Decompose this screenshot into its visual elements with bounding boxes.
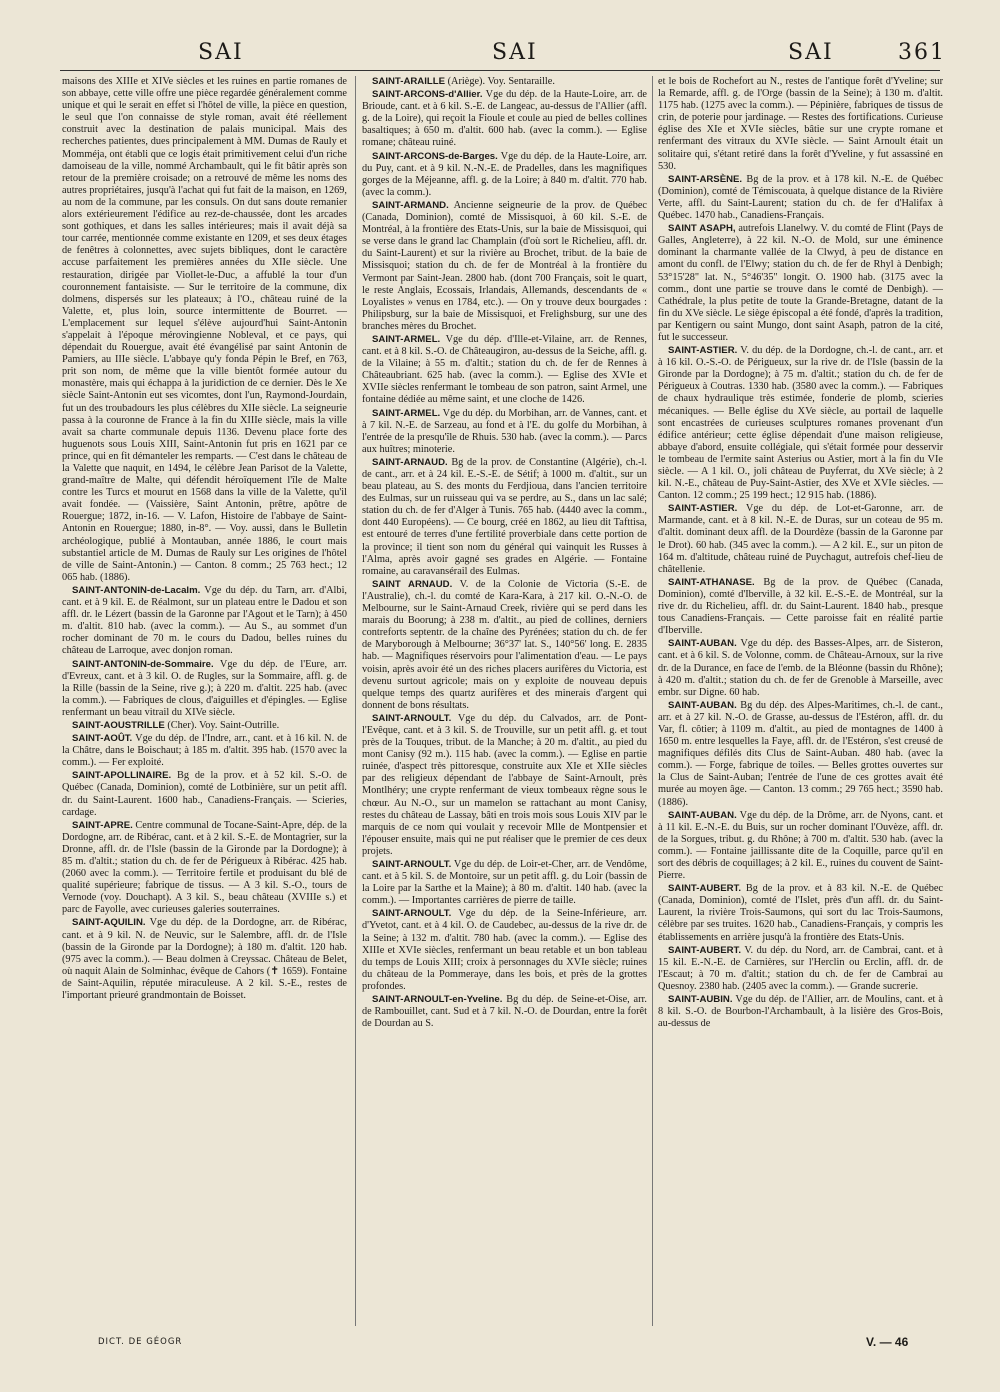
entry-headword: SAINT-ASTIER. bbox=[668, 503, 738, 515]
entry-text: Vge du dép. de Lot-et-Garonne, arr. de Marmande, cant. et à 8 kil. N.-E. de Duras, sur un coteau de 95 m. d'altit. dominant deux affl. de la Dourdèze (bassin de la Garonne par le Drot). 60 hab. (345 avec la comm.). — A 2 kil. E., sur un piton de 164 m. d'altitude, château ruiné de Puychagut, autrefois chef-lieu de châtellenie. bbox=[658, 503, 943, 575]
dictionary-entry bbox=[658, 810, 943, 883]
column-divider bbox=[652, 76, 653, 1326]
page-footer bbox=[0, 1335, 1000, 1357]
dictionary-entry bbox=[362, 151, 647, 199]
entry-text: Vge du dép. de la Haute-Loire, arr. de Brioude, cant. et à 6 kil. S.-E. de Langeac, au-dessus de l'Allier (affl. g. de la Loire), qui reçoit la Fioule et coule au pied de belles collines basaltiques; à 650 m. d'altit. 600 hab. (avec la comm.). — Eglise romane; château ruiné. bbox=[362, 89, 647, 149]
dictionary-entry bbox=[62, 659, 347, 719]
entry-text: Vge du dép. d'Ille-et-Vilaine, arr. de Rennes, cant. et à 8 kil. S.-O. de Châteaugiron, au-dessus de la Seiche, affl. g. de la Vilaine; à 55 m. d'altit.; station du ch. de fer de Rennes à Châteaubriant. 625 hab. (avec la comm.). — Eglise des XVIe et XVIIe siècles renfermant le tombeau de son patron, saint Armel, une fontaine dédiée au même saint, et une cloche de 1426. bbox=[362, 333, 647, 406]
entry-text: (Cher). Voy. Saint-Outrille. bbox=[167, 719, 280, 731]
entry-headword: SAINT-ARNOULT-en-Yveline. bbox=[372, 994, 503, 1006]
entry-text: Vge du dép. de la Drôme, arr. de Nyons, cant. et à 11 kil. E.-N.-E. du Buis, sur un rocher dominant l'Ouvèze, affl. dr. de la Sorgues, tribut. g. du Rhône; à 700 m. d'altit. 530 hab. (avec la comm.). — Fontaine jaillissante dite de la Coquille, parce qu'il en sort des débris de coquillages; à 2 kil. E., ruines du couvent de Saint-Pierre. bbox=[658, 809, 943, 882]
dictionary-entry bbox=[362, 859, 647, 907]
entry-headword: SAINT-AUBAN. bbox=[668, 638, 737, 650]
dictionary-entry bbox=[62, 720, 347, 732]
entry-headword: SAINT-AUBAN. bbox=[668, 699, 737, 711]
entry-text: Vge du dép. des Basses-Alpes, arr. de Sisteron, cant. et à 6 kil. S. de Volonne, comm. de Château-Arnoux, sur la rive dr. de la Durance, en face de l'emb. de la Bléonne (bassin du Rhône); à 420 m. d'altit.; station du ch. de fer de Grenoble à Marseille, avec embr. sur Digne. 60 hab. bbox=[658, 638, 943, 698]
entry-text: et le bois de Rochefort au N., restes de l'antique forêt d'Yveline; sur la Remarde, affl. g. de l'Orge (bassin de la Seine); à 130 m. d'altit. 1175 hab. (1275 avec la comm.). — Pépinière, fabriques de tissus de crin, de poterie pour jardinage. — Restes des fortifications. Curieuse église des XIe et XVIe siècles, bâtie sur une crypte romane et renfermant des vitraux du XVIe siècle. — Saint Arnoult était un solitaire qui, s'étant retiré dans la forêt d'Yveline, y fut assassiné en 530. bbox=[658, 76, 943, 172]
column-divider bbox=[355, 76, 356, 1326]
dictionary-entry bbox=[362, 908, 647, 993]
dictionary-entry bbox=[62, 917, 347, 1002]
entry-text: Bg du dép. de Seine-et-Oise, arr. de Rambouillet, cant. Sud et à 7 kil. N.-O. de Dourdan, entre la forêt de Dourdan au S. bbox=[362, 994, 647, 1030]
entry-headword: SAINT-ARCONS-d'Allier. bbox=[372, 89, 483, 101]
entry-text: Centre communal de Tocane-Saint-Apre, dép. de la Dordogne, arr. de Ribérac, cant. et à 2 kil. S.-E. de Montagrier, sur la Dronne, affl. dr. de l'Isle (bassin de la Gironde par la Dordogne); à 85 m. d'altit.; station du ch. de fer de Périgueux à Ribérac. 425 hab. (2060 avec la comm.). — Territoire fertile et produisant du blé de qualité supérieure; fabrique de tissus. — A 3 kil. S.-O., tours de Vernode (voy. Douchapt). A 3 kil. S., beau château (XVIIIe s.) et parc de Fayolle, avec curieuses galeries souterraines. bbox=[62, 819, 347, 916]
entry-headword: SAINT-ANTONIN-de-Sommaire. bbox=[72, 658, 214, 670]
dictionary-entry bbox=[658, 174, 943, 222]
entry-headword: SAINT-AUBIN. bbox=[668, 994, 733, 1006]
entry-text: (Ariège). Voy. Sentaraille. bbox=[447, 76, 555, 87]
dictionary-entry bbox=[362, 408, 647, 456]
dictionary-entry bbox=[62, 770, 347, 818]
entry-headword: SAINT-ASTIER. bbox=[668, 345, 738, 357]
page-number: 361 bbox=[898, 40, 946, 65]
header-rule bbox=[60, 70, 940, 71]
entry-headword: SAINT-ANTONIN-de-Lacalm. bbox=[72, 584, 201, 596]
dictionary-entry bbox=[362, 76, 647, 88]
entry-text: Ancienne seigneurie de la prov. de Québec (Canada, Dominion), comté de Missisquoi, à 60 kil. S.-E. de Montréal, à la frontière des Etats-Unis, sur la baie de Missisquoi, qui se verse dans le grand lac Champlain (d'où sort le Richelieu, affl. dr. du Saint-Laurent) et sur la rivière au Brochet, tribut. de la baie de Missisquoi; station du ch. de fer de Montréal à la frontière du Vermont par Saint-Jean. 2800 hab. (dont 700 Français, soit le quart, le reste Anglais, Ecossais, Irlandais, Allemands, descendants de « Loyalistes » venus en 1784, etc.). — On y trouve deux bourgades : Philipsburg, sur la baie de Missisquoi, et Frelighsburg, sur une des branches mères du Brochet. bbox=[362, 199, 647, 332]
entry-headword: SAINT-ARSÈNE. bbox=[668, 173, 743, 185]
entry-text: Vge du dép. de l'Eure, arr. d'Evreux, cant. et à 3 kil. O. de Rugles, sur la Sommaire, affl. g. de la Rille (bassin de la Seine, rive g.); à 220 m. d'altit. 225 hab. (avec la comm.). — Fabriques de clous, d'aiguilles et d'épingles. — Eglise renfermant un beau vitrail du XIVe siècle. bbox=[62, 658, 347, 718]
entry-headword: SAINT-APRE. bbox=[72, 819, 133, 831]
entry-headword: SAINT-ARAILLE bbox=[372, 76, 446, 87]
column-1 bbox=[62, 76, 347, 1326]
dictionary-entry bbox=[658, 883, 943, 943]
dictionary-entry bbox=[62, 585, 347, 658]
dictionary-entry bbox=[362, 89, 647, 149]
entry-text: Vge du dép. du Tarn, arr. d'Albi, cant. et à 9 kil. E. de Réalmont, sur un plateau entre le Dadou et son affl. dr. le Lézert (bassin de la Garonne par l'Agout et le Tarn); à 450 m. d'altit. 810 hab. (avec la comm.). — Au S., au sommet d'un rocher dominant de 70 m. le cours du Dadou, belles ruines du château de Larroque, avec donjon roman. bbox=[62, 584, 347, 657]
entry-headword: SAINT-AOÛT. bbox=[72, 733, 133, 745]
entry-text: Vge du dép. de l'Allier, arr. de Moulins, cant. et à 8 kil. S.-O. de Bourbon-l'Archambault, à la lisière des Gros-Bois, au-dessus de bbox=[658, 994, 943, 1030]
entry-headword: SAINT-APOLLINAIRE. bbox=[72, 770, 172, 782]
dictionary-entry bbox=[362, 579, 647, 712]
entry-text: Bg de la prov. de Québec (Canada, Dominion), comté d'Iberville, à 32 kil. E.-S.-E. de Montréal, sur la rive dr. du Richelieu, affl. dr. du Saint-Laurent. 1840 hab., presque tous Canadiens-Français. — Cette paroisse fait en réalité partie d'Iberville. bbox=[658, 576, 943, 637]
entry-text: Vge du dép. de la Dordogne, arr. de Ribérac, cant. et à 9 kil. N. de Neuvic, sur le Salembre, affl. dr. de l'Isle (bassin de la Gironde par la Dordogne); à 180 m. d'altit. 120 hab. (975 avec la comm.). — Beau dolmen à Creyssac. Château de Belet, où naquit Alain de Solminhac, évêque de Cahors (✝ 1659). Fontaine de Saint-Aquilin, réputée miraculeuse. A 2 kil. S.-E., restes de l'important prieuré grandmontain de Boisset. bbox=[62, 917, 347, 1002]
dictionary-entry bbox=[362, 994, 647, 1030]
entry-headword: SAINT-ARNOULT. bbox=[372, 859, 452, 870]
dictionary-entry bbox=[62, 76, 347, 584]
dictionary-entry bbox=[362, 713, 647, 858]
entry-headword: SAINT-ARNAUD. bbox=[372, 456, 448, 468]
column-3 bbox=[658, 76, 943, 1326]
dictionary-entry bbox=[658, 503, 943, 576]
entry-headword: SAINT-ARMEL. bbox=[372, 333, 441, 345]
entry-headword: SAINT-ARCONS-de-Barges. bbox=[372, 150, 498, 162]
footer-signature: DICT. DE GÉOGR bbox=[98, 1337, 183, 1347]
header-left: SAI bbox=[198, 40, 244, 65]
entry-headword: SAINT ASAPH, bbox=[668, 223, 736, 235]
entry-text: Vge du dép. de Loir-et-Cher, arr. de Vendôme, cant. et à 5 kil. S. de Montoire, sur un petit affl. g. du Loir (bassin de la Loire par la Sarthe et la Maine); à 80 m. d'altit. 140 hab. (avec la comm.). — Importantes carrières de pierre de taille. bbox=[362, 859, 647, 907]
entry-headword: SAINT-AUBERT. bbox=[668, 944, 742, 956]
footer-sheet-mark: V. — 46 bbox=[866, 1335, 909, 1349]
entry-text: maisons des XIIIe et XIVe siècles et les ruines en partie romanes de son abbaye, cette ville offre une pièce regardée généralement comme unique et qui le serait en effet si l'hôtel de ville, la pièce en question, le seul que l'on connaisse de style roman, avait été réellement construit avec la destination de palais municipal. Mais des recherches patientes, dues principalement à MM. Dumas de Rauly et Momméja, ont établi que ce logis était primitivement celui d'un riche damoiseau de la ville, nommé Archambault, qui le fit bâtir après son retour de la première croisade; on a retrouvé de même les noms des autres propriétaires, jusqu'à l'achat qui fut fait de la maison, en 1269, au nom de la commune, par les consuls. On dut sans doute remanier alors extérieurement l'édifice au rez-de-chaussée, dont les arcades sont gothiques, et dans les salles intérieures; mais il avait déjà sa tour carrée, mentionnée comme existante en 1209, et ses deux étages de fenêtres à colonnettes, avec sujets bibliques, dont le caractère accuse parfaitement les premières années du XIIe siècle. Une restauration, dirigée par Viollet-le-Duc, a affublé la tour d'un couronnement fantaisiste. — Sur le territoire de la commune, dix dolmens, dispersés sur les plateaux; à l'O., château ruiné de la Valette, et, plus loin, source intermittente de Bourret. — L'emplacement sur lequel s'élève aujourd'hui Saint-Antonin s'appelait à l'époque mérovingienne Nobleval, et ce pays, qui dépendait du Rouergue, avait été évangélisé par saint Antonin de Pamiers, au IIIe siècle. L'abbaye qu'y fonda Pépin le Bref, en 763, prit son nom, de même que la ville bientôt formée autour du monastère, mais qui échappa à la juridiction de ce dernier. Dès le Xe siècle Saint-Antonin eut ses vicomtes, dont l'un, Raymond-Jourdain, fut un des troubadours les plus célèbres du XIIe siècle. La seigneurie passa à la couronne de France à la fin du XIIIe siècle, mais la ville avait sa charte communale depuis 1136. Devenu place forte des huguenots sous Louis XIII, Saint-Antonin fut pris en 1621 par ce prince, qui en fit démanteler les remparts. — C'est dans le château de la Valette que naquit, en 1494, le célèbre Jean Parisot de la Valette, grand-maître de Malte, qui défendit héroïquement l'île de Malte contre les Turcs et mourut en 1568 dans la ville de la Valette, qu'il avait fondée. — (Vaissière, Saint Antonin, prêtre, apôtre de Rouergue; 1872, in-16. — V. Lafon, Histoire de l'abbaye de Saint-Antonin en Rouergue; 1880, in-8°. — Voy. aussi, dans le Bulletin archéologique, publié à Montauban, année 1886, le court mais substantiel article de M. Dumas de Rauly sur Les origines de l'hôtel de ville de Saint-Antonin.) — Canton. 8 comm.; 25 763 hect.; 12 065 hab. (1886). bbox=[62, 76, 347, 583]
entry-headword: SAINT ARNAUD. bbox=[372, 578, 453, 590]
column-2 bbox=[362, 76, 647, 1326]
entry-headword: SAINT-AUBAN. bbox=[668, 809, 737, 821]
entry-text: Bg de la prov. et à 52 kil. S.-O. de Québec (Canada, Dominion), comté de Lotbinière, sur un petit affl. dr. du Saint-Laurent. 1600 hab., Canadiens-Français. — Scieries, cardage. bbox=[62, 770, 347, 818]
entry-headword: SAINT-ARMEL. bbox=[372, 407, 441, 419]
entry-text: Vge du dép. du Morbihan, arr. de Vannes, cant. et à 7 kil. N.-E. de Sarzeau, au fond et à l'E. du golfe du Morbihan, à l'entrée de la presqu'île de Rhuis. 530 hab. (avec la comm.). — Parcs aux huîtres; minoterie. bbox=[362, 407, 647, 455]
header-center: SAI bbox=[492, 40, 538, 65]
entry-text: Bg de la prov. et à 178 kil. N.-E. de Québec (Dominion), comté de Témiscouata, à quelque distance de la Rivière Verte, affl. du Saint-Laurent; station du ch. de fer d'Halifax à Québec. 1470 hab., Canadiens-Français. bbox=[658, 173, 943, 222]
dictionary-entry bbox=[658, 223, 943, 344]
entry-headword: SAINT-ARNOULT. bbox=[372, 712, 452, 724]
entry-text: V. du dép. de la Dordogne, ch.-l. de cant., arr. et à 16 kil. O.-S.-O. de Périgueux, sur la rive dr. de l'Isle (bassin de la Gironde par la Dordogne); à 75 m. d'altit.; station du ch. de fer de Périgueux à Coutras. 1330 hab. (3580 avec la comm.). — Fabriques de chaux hydraulique très estimée, fonderie de plomb, scieries mécaniques. — Belle église du XVe siècle, au portail de laquelle sont encastrées de curieuses sculptures romanes provenant d'un édifice antérieur; cette église dépendait d'une maison religieuse, abbaye d'abord, ensuite collégiale, qui s'était formée pour desservir le tombeau de l'ermite saint Asterius ou Astier, mort à la fin du VIe siècle. — A 1 kil. O., joli château de Puyferrat, du XVe siècle; à 2 kil. N.-E., château de Puy-Saint-Astier, des XVe et XVIe siècles. — Canton. 12 comm.; 25 199 hect.; 12 915 hab. (1886). bbox=[658, 345, 943, 502]
dictionary-entry bbox=[62, 733, 347, 769]
entry-headword: SAINT-ARNOULT. bbox=[372, 908, 452, 920]
entry-text: Bg du dép. des Alpes-Maritimes, ch.-l. de cant., arr. et à 27 kil. N.-O. de Grasse, au-dessus de l'Estéron, affl. dr. du Var, fl. côtier; à 1109 m. d'altit., au pied de montagnes de 1400 à 1650 m. entre lesquelles la Faye, affl. dr. de l'Estéron, s'est creusé de magnifiques défilés dits Clus de Saint-Auban. 480 hab. (avec la comm.). — Forge, fabrique de toiles. — Belles grottes ouvertes sur la Clus de Saint-Auban; l'entrée de l'une de ces grottes avait été murée au moyen âge. — Canton. 13 comm.; 29 765 hect.; 3590 hab. (1886). bbox=[658, 699, 943, 808]
entry-text: V. de la Colonie de Victoria (S.-E. de l'Australie), ch.-l. du comté de Kara-Kara, à 217 kil. O.-N.-O. de Melbourne, sur le Saint-Arnaud Creek, rivière qui se perd dans les marais du Boorung; à 238 m. d'altit., au pied de collines, derniers contreforts septentr. de la chaîne des Pyrénées; station du ch. de fer de Maryborough à Melbourne; 36°37' lat. S., 140°56' long. E. 2835 hab. — Magnifiques réservoirs pour l'alimentation d'eau. — Le pays voisin, après avoir été un des riches placers aurifères du Victoria, est devenu surtout agricole; mais on y exploite de nouveau depuis quelque temps des quartz aurifères et des minerais d'argent qui donnent de bons résultats. bbox=[362, 578, 647, 711]
dictionary-entry bbox=[658, 945, 943, 993]
entry-headword: SAINT-AOUSTRILLE bbox=[72, 719, 165, 731]
dictionary-entry bbox=[362, 334, 647, 407]
dictionary-entry bbox=[658, 700, 943, 809]
entry-text: Vge du dép. de l'Indre, arr., cant. et à 16 kil. N. de la Châtre, dans le Boischaut; à 185 m. d'altit. 395 hab. (1570 avec la comm.). — Fer exploité. bbox=[62, 733, 347, 769]
entry-text: Bg de la prov. de Constantine (Algérie), ch.-l. de cant., arr. et à 24 kil. E.-S.-E. de Sétif; à 1000 m. d'altit., sur un beau plateau, au S. des monts du Ferdjioua, dans l'ancien territoire des Eulmas, sur un ruisseau qui va se perdre, au S., dans un lac salé; station du ch. de fer d'Alger à Tunis. 765 hab. (4440 avec la comm., dont 440 Européens). — Ce bourg, créé en 1862, au lieu dit Tafttisa, est entouré de terres d'une fertilité proverbiale dans cette portion de la province; il tient son nom du général qui vainquit les Russes à l'Alma, après avoir gagné ses grades en Algérie. — Fontaine romaine, au caravansérail des Eulmas. bbox=[362, 456, 647, 577]
entry-headword: SAINT-ATHANASE. bbox=[668, 576, 755, 588]
entry-text: Bg de la prov. et à 83 kil. N.-E. de Québec (Canada, Dominion), comté de l'Islet, près d'un affl. dr. du Saint-Laurent, la rivière Trois-Saumons, qui sort du lac Trois-Saumons, célèbre par ses truites. 1620 hab., Canadiens-Français, y compris les établissements en arrière jusqu'à la frontière des Etats-Unis. bbox=[658, 883, 943, 943]
entry-text: V. du dép. du Nord, arr. de Cambrai, cant. et à 15 kil. E.-N.-E. de Carnières, sur l'Herclin ou Erclin, affl. dr. de l'Escaut; à 70 m. d'altit.; station du ch. de fer de Cambrai au Quesnoy. 2380 hab. (2405 avec la comm.). — Grande sucrerie. bbox=[658, 944, 943, 992]
entry-headword: SAINT-AQUILIN. bbox=[72, 917, 146, 929]
entry-headword: SAINT-ARMAND. bbox=[372, 199, 449, 211]
entry-headword: SAINT-AUBERT. bbox=[668, 883, 742, 895]
dictionary-entry bbox=[658, 994, 943, 1030]
entry-text: Vge du dép. de la Haute-Loire, arr. du Puy, cant. et à 9 kil. N.-N.-E. de Pradelles, dans les magnifiques gorges de la Méjeanne, affl. g. de la Loire; à 840 m. d'altit. 770 hab. (avec la comm.). bbox=[362, 150, 647, 198]
dictionary-entry bbox=[658, 345, 943, 502]
dictionary-entry bbox=[362, 200, 647, 333]
dictionary-entry bbox=[658, 76, 943, 173]
dictionary-entry bbox=[658, 638, 943, 698]
dictionary-entry bbox=[362, 457, 647, 578]
entry-text: autrefois Llanelwy. V. du comté de Flint (Pays de Galles, Angleterre), à 22 kil. N.-O. de Mold, sur une éminence dominant la charmante vallée de la Clwyd, à peu de distance en amont du confl. de l'Elwy; station du ch. de fer de Rhyl à Denbigh; 53°15'28" lat. N., 5°46'35" longit. O. 1900 hab. (3175 avec la comm., dont une partie se trouve dans le comté de Denbigh). — Cathédrale, la plus petite de toute la Grande-Bretagne, datant de la fin du XVe siècle. Le siège épiscopal a été fondé, d'après la tradition, par Kentigern ou saint Mungo, dont saint Asaph, patron de la cité, fut le successeur. bbox=[658, 223, 943, 343]
dictionary-entry bbox=[62, 820, 347, 917]
header-right: SAI bbox=[788, 40, 834, 65]
text-columns bbox=[62, 76, 942, 1328]
entry-text: Vge du dép. de la Seine-Inférieure, arr. d'Yvetot, cant. et à 4 kil. O. de Caudebec, au-dessus de la rive dr. de la Seine; à 132 m. d'altit. 780 hab. (avec la comm.). — Eglise des XIIIe et XVIe siècles, renfermant un beau retable et un bon tableau du temps de Louis XIII; croix à personnages du XVIe siècle; ruines du château de la Pommeraye, dans les bois, et près de la grottes profondes. bbox=[362, 908, 647, 992]
dictionary-entry bbox=[658, 577, 943, 637]
entry-text: Vge du dép. du Calvados, arr. de Pont-l'Evêque, cant. et à 3 kil. S. de Trouville, sur un petit affl. g. et tout près de la Touques, tribut. de la Manche; à 20 m. d'altit., au pied du mont Canisy (92 m.). 115 hab. (avec la comm.). — Eglise en partie ruinée, d'aspect très pittoresque, construite aux XIe et XIIe siècles par des religieux dépendant de l'abbaye de Saint-Arnoult, près Montlhéry; une crypte renfermant de vieux tombeaux règne sous le chœur. Au N.-O., sur un mamelon se rattachant au mont Canisy, restes du château de Lassay, bâti en trois mois sous Louis XIV par le marquis de ce nom qui voulait y recevoir Mlle de Montpensier et l'épouser ensuite, mais qui ne put réaliser que le premier de ces deux projets. bbox=[362, 712, 647, 857]
